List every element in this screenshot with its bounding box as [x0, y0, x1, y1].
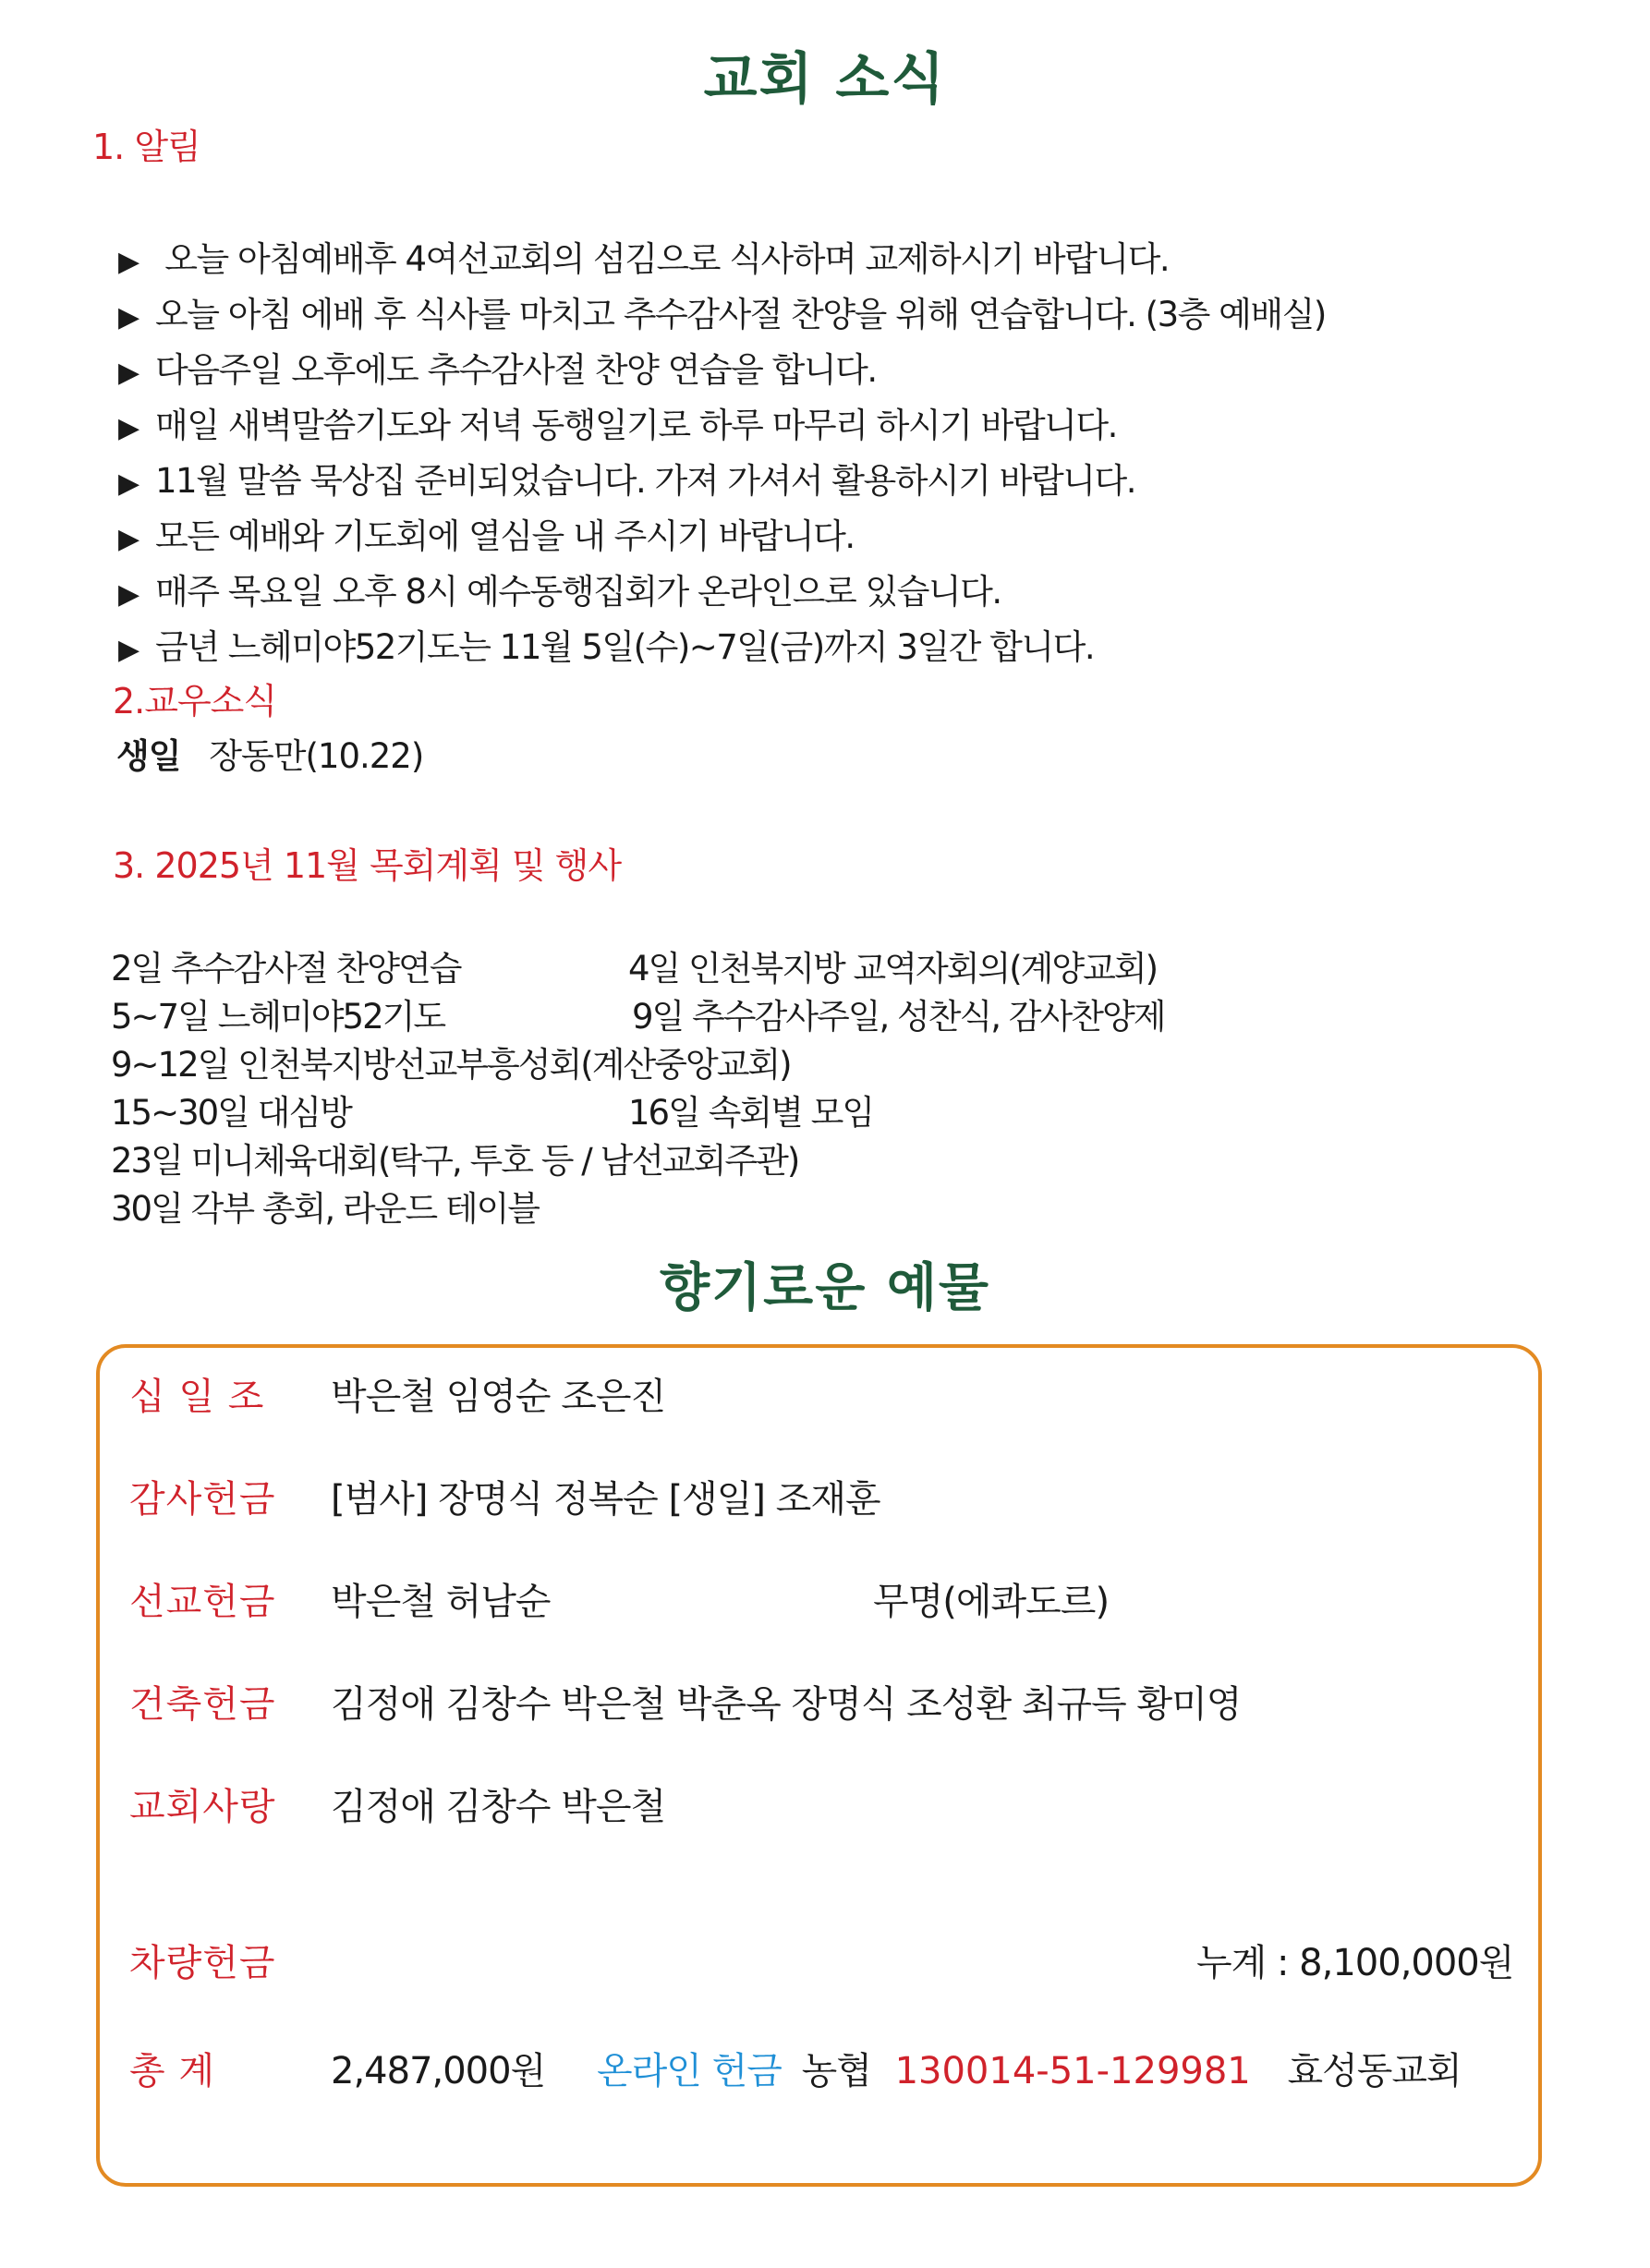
- mission-value-anonymous: 무명(에콰도르): [873, 1581, 1110, 1623]
- arrow-icon: ▶: [118, 523, 139, 555]
- total-value: 2,487,000원: [331, 2050, 546, 2092]
- schedule-item: 5~7일 느헤미야52기도: [111, 997, 445, 1037]
- notice-item: ▶ 오늘 아침예배후 4여선교회의 섬김으로 식사하며 교제하시기 바랍니다.: [118, 239, 1170, 279]
- church-love-value: 김정애 김창수 박은철: [331, 1786, 666, 1828]
- section-members-heading: 2.교우소식: [113, 681, 277, 722]
- account-holder: 효성동교회: [1287, 2050, 1462, 2092]
- notice-item: ▶ 금년 느헤미야52기도는 11월 5일(수)~7일(금)까지 3일간 합니다.: [118, 627, 1095, 667]
- notice-item: ▶ 모든 예배와 기도회에 열심을 내 주시기 바랍니다.: [118, 516, 855, 556]
- birthday-row: [116, 728, 423, 778]
- account-number: 130014-51-129981: [894, 2050, 1251, 2092]
- vehicle-label: 차량헌금: [129, 1942, 276, 1984]
- building-value: 김정애 김창수 박은철 박춘옥 장명식 조성환 최규득 황미영: [331, 1683, 1242, 1726]
- church-love-label: 교회사랑: [129, 1786, 276, 1828]
- mission-label: 선교헌금: [129, 1581, 276, 1623]
- thanks-label: 감사헌금: [129, 1478, 276, 1521]
- arrow-icon: ▶: [118, 578, 139, 611]
- arrow-icon: ▶: [118, 412, 139, 444]
- schedule-item: 2일 추수감사절 찬양연습: [111, 949, 461, 988]
- schedule-item: 30일 각부 총회, 라운드 테이블: [111, 1189, 540, 1229]
- bank-name: 농협: [801, 2050, 871, 2092]
- section-schedule-heading: 3. 2025년 11월 목회계획 및 행사: [113, 845, 622, 886]
- tithe-value: 박은철 임영순 조은진: [331, 1376, 666, 1418]
- notice-item: ▶ 매일 새벽말씀기도와 저녁 동행일기로 하루 마무리 하시기 바랍니다.: [118, 406, 1117, 445]
- vehicle-cumulative: 누계 : 8,100,000원: [1196, 1942, 1514, 1984]
- schedule-item: 15~30일 대심방: [111, 1093, 351, 1133]
- thanks-value: [범사] 장명식 정복순 [생일] 조재훈: [331, 1478, 880, 1521]
- arrow-icon: ▶: [118, 301, 139, 334]
- notice-item: ▶ 오늘 아침 에배 후 식사를 마치고 추수감사절 찬양을 위해 연습합니다. (3층 예배실): [118, 295, 1326, 334]
- arrow-icon: ▶: [118, 634, 139, 666]
- arrow-icon: ▶: [118, 467, 139, 500]
- notice-item: ▶ 11월 말씀 묵상집 준비되었습니다. 가져 가셔서 활용하시기 바랍니다.: [118, 461, 1135, 501]
- birthday-value: 장동만(10.22): [209, 736, 424, 776]
- building-label: 건축헌금: [129, 1683, 276, 1726]
- total-label: 총 계: [129, 2050, 215, 2092]
- offering-title: 향기로운 예물: [659, 1258, 991, 1318]
- schedule-item: 4일 인천북지방 교역자회의(계양교회): [628, 949, 1158, 988]
- online-offering-label: 온라인 헌금: [596, 2050, 782, 2092]
- birthday-label: 생일: [116, 736, 181, 776]
- schedule-item: 23일 미니체육대회(탁구, 투호 등 / 남선교회주관): [111, 1141, 799, 1181]
- notice-item: ▶ 다음주일 오후에도 추수감사절 찬양 연습을 합니다.: [118, 350, 877, 390]
- mission-value: 박은철 허남순: [331, 1581, 551, 1623]
- schedule-item: 9일 추수감사주일, 성찬식, 감사찬양제: [632, 997, 1165, 1037]
- schedule-item: 16일 속회별 모임: [628, 1093, 874, 1133]
- schedule-item: 9~12일 인천북지방선교부흥성회(계산중앙교회): [111, 1045, 791, 1085]
- tithe-label: 십 일 조: [129, 1376, 265, 1418]
- section-notices-heading: 1. 알림: [92, 127, 200, 167]
- arrow-icon: ▶: [118, 246, 139, 278]
- arrow-icon: ▶: [118, 357, 139, 389]
- notice-item: ▶ 매주 목요일 오후 8시 예수동행집회가 온라인으로 있습니다.: [118, 572, 1001, 612]
- news-title: 교회 소식: [703, 47, 947, 112]
- total-row: [331, 2042, 1462, 2094]
